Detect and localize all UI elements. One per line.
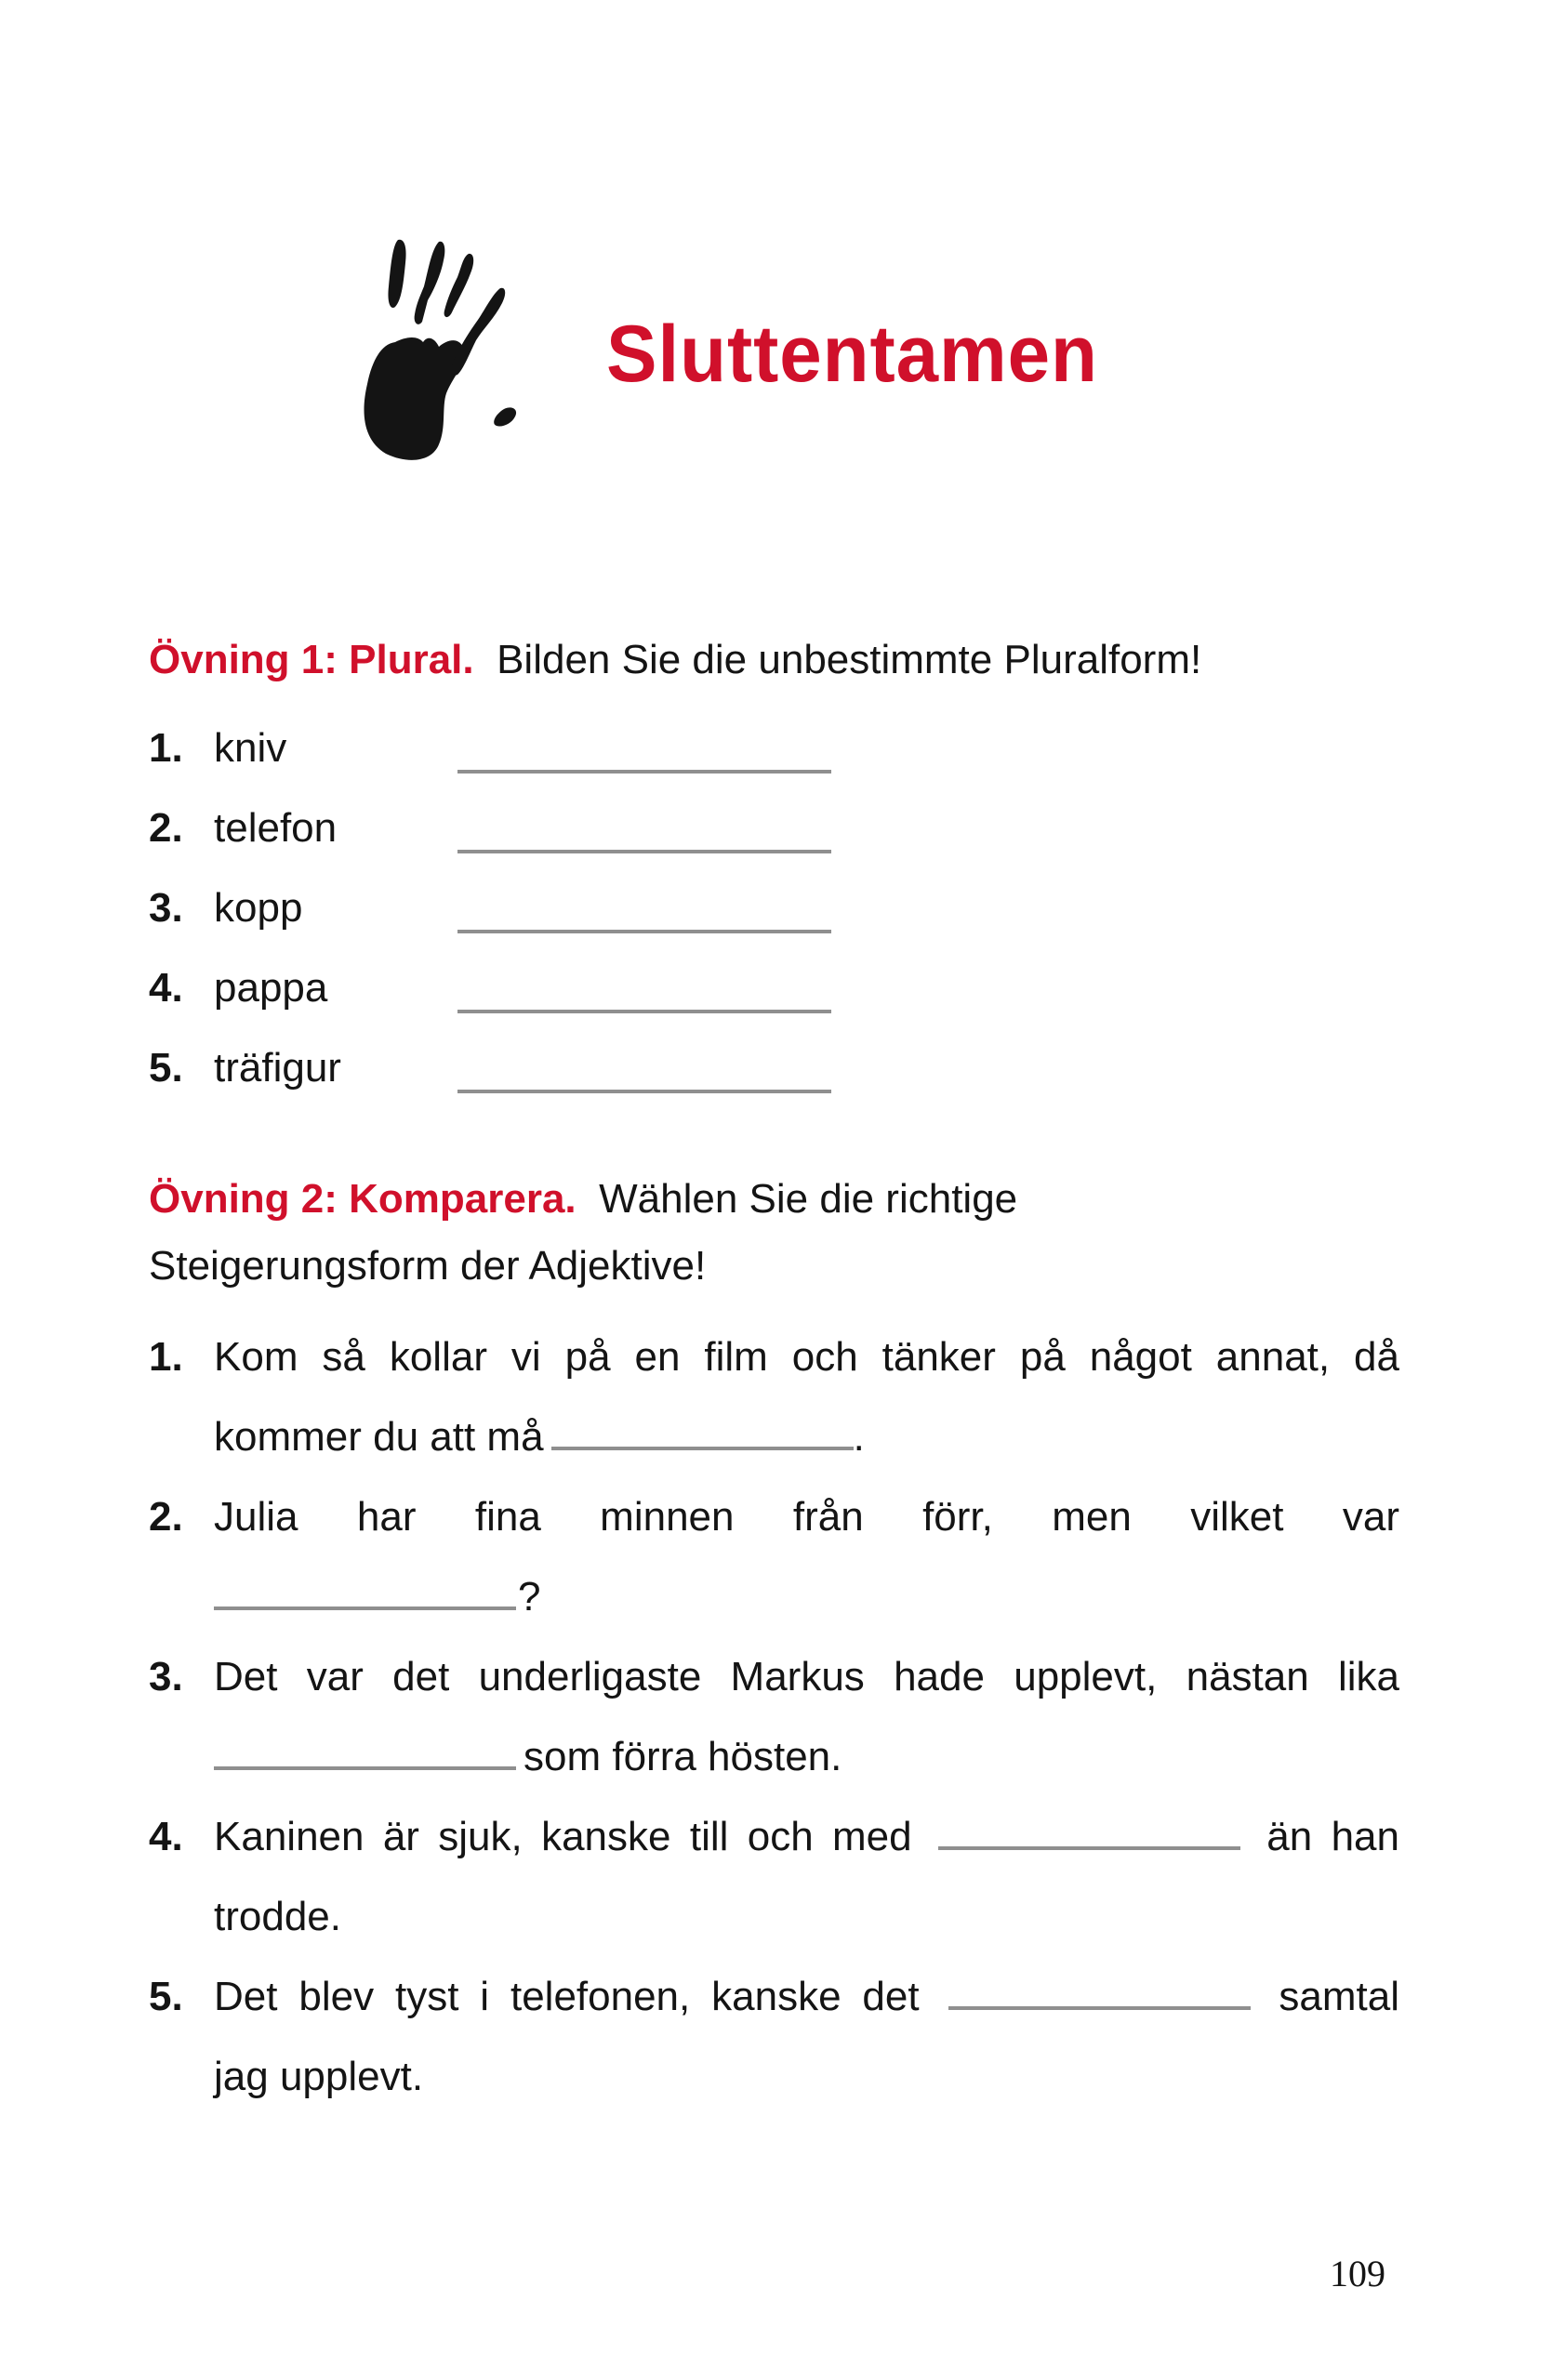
exercise2-instruction: Wählen Sie die richtige: [599, 1176, 1018, 1222]
item-text: .: [853, 1414, 865, 1460]
exercise1-item: [149, 725, 1079, 805]
item-number: 2.: [149, 805, 183, 851]
exercise2-instruction-line2: [149, 1233, 706, 1300]
answer-blank[interactable]: [457, 1090, 831, 1093]
answer-blank[interactable]: [457, 1010, 831, 1013]
item-text: än han: [1266, 1814, 1399, 1859]
item-word: telefon: [214, 805, 338, 851]
answer-blank[interactable]: [948, 1971, 1251, 2010]
exercise1-item: [149, 965, 1079, 1045]
exercise1-item: [149, 805, 1079, 885]
answer-blank[interactable]: [551, 1411, 854, 1450]
item-text: som förra hösten.: [524, 1734, 842, 1779]
answer-blank[interactable]: [457, 930, 831, 933]
item-word: kopp: [214, 885, 303, 931]
item-number: 3.: [149, 885, 183, 931]
item-text: Kaninen är sjuk, kanske till och med: [214, 1814, 912, 1859]
item-number: 3.: [149, 1654, 183, 1699]
exercise2-item: [149, 1957, 1399, 2117]
exercise2-instruction-text: Steigerungsform der Adjektive!: [149, 1243, 707, 1289]
answer-blank[interactable]: [938, 1811, 1240, 1850]
item-number: 4.: [149, 965, 183, 1011]
exercise2-label: Övning 2: Komparera.: [149, 1176, 577, 1222]
handprint-icon: [353, 221, 586, 463]
item-number: 2.: [149, 1494, 183, 1540]
item-line: [214, 1397, 1399, 1477]
exercise2-item: [149, 1317, 1399, 1477]
item-line: [214, 1797, 1399, 1877]
exercise1-label: Övning 1: Plural.: [149, 637, 474, 682]
answer-blank[interactable]: [214, 1571, 516, 1610]
item-word: pappa: [214, 965, 328, 1011]
item-number: 5.: [149, 1045, 183, 1091]
answer-blank[interactable]: [457, 770, 831, 774]
exercise1-item: [149, 1045, 1079, 1125]
item-line: [214, 1717, 1399, 1797]
item-number: 1.: [149, 1334, 183, 1380]
item-line: trodde.: [214, 1894, 341, 1939]
item-word: träfigur: [214, 1045, 341, 1091]
item-number: 5.: [149, 1974, 183, 2019]
item-word: kniv: [214, 725, 287, 771]
exercise2-item: [149, 1637, 1399, 1797]
item-text: samtal: [1279, 1974, 1399, 2019]
item-line: [214, 1557, 1399, 1637]
exercise2-item: [149, 1797, 1399, 1957]
exercise1-instruction: Bilden Sie die unbestimmte Pluralform!: [497, 637, 1202, 682]
answer-blank[interactable]: [214, 1731, 516, 1770]
answer-blank[interactable]: [457, 850, 831, 853]
item-number: 4.: [149, 1814, 183, 1859]
page-title: Sluttentamen: [606, 310, 1098, 399]
exercise2-item: [149, 1477, 1399, 1637]
item-text: kommer du att må: [214, 1414, 544, 1460]
page-number: 109: [1330, 2253, 1385, 2294]
item-line: jag upplevt.: [214, 2054, 424, 2099]
item-line: Julia har fina minnen från förr, men vilket var: [214, 1494, 1399, 1540]
item-line: [214, 1957, 1399, 2037]
exercise1-heading: [149, 627, 1201, 694]
exercise1-item: [149, 885, 1079, 965]
item-line: Kom så kollar vi på en film och tänker på något annat, då: [214, 1334, 1399, 1380]
item-text: ?: [518, 1574, 541, 1620]
item-text: Det blev tyst i telefonen, kanske det: [214, 1974, 920, 2019]
item-number: 1.: [149, 725, 183, 771]
exercise2-heading: [149, 1166, 1017, 1233]
item-line: Det var det underligaste Markus hade upplevt, nästan lika: [214, 1654, 1399, 1699]
